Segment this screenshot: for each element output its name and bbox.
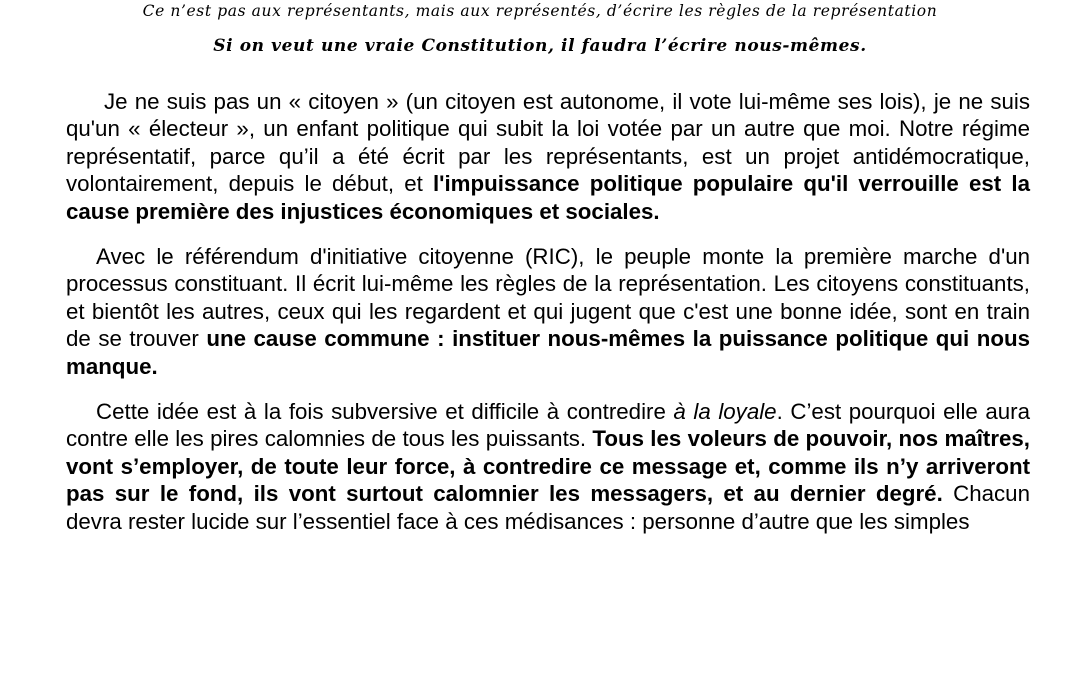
header-quote-line-2: Si on veut une vraie Constitution, il faudra l’écrire nous-mêmes. [213,36,867,56]
header-quote-line-1: Ce n’est pas aux représentants, mais aux représentés, d’écrire les règles de la représentation [142,2,938,20]
paragraph-3-text: Cette idée est à la fois subversive et difficile à contredire [96,399,674,425]
article-body [66,88,1030,553]
paragraph-1-bold: l'impuissance politique populaire qu'il verrouille est la cause première des injustices économiques et sociales. [66,171,1030,224]
paragraph-1-text: Je ne suis pas un « citoyen » (un citoyen est autonome, il vote lui-même ses lois), je ne suis qu'un « électeur », un enfant politique qui subit la loi votée par un autre que moi. Notre régime représentatif, parce qu’il a été écrit par les représentants, est un projet antidémocratique, volontairement, depuis le début, et [66,89,1030,197]
paragraph-3-text-2: . C’est pourquoi elle aura contre elle les pires calomnies de tous les puissants. [66,399,1030,452]
paragraph-2 [66,243,1030,380]
paragraph-3 [66,398,1030,535]
paragraph-3-italic: à la loyale [673,399,777,425]
paragraph-2-bold: une cause commune : instituer nous-mêmes la puissance politique qui nous manque. [66,326,1030,379]
paragraph-3-bold: Tous les voleurs de pouvoir, nos maîtres, vont s’employer, de toute leur force, à contredire ce message et, comme ils n’y arriveront pas sur le fond, ils vont surtout calomnier les messagers, et au dernier degré. [66,426,1030,507]
paragraph-2-text: Avec le référendum d'initiative citoyenne (RIC), le peuple monte la première marche d'un processus constituant. Il écrit lui-même les règles de la représentation. Les citoyens constituants, et bientôt les autres, ceux qui les regardent et qui jugent que c'est une bonne idée, sont en train de se trouver [66,244,1030,352]
paragraph-3-text-3: Chacun devra rester lucide sur l’essentiel face à ces médisances : personne d’autre que les simples [66,481,1030,534]
paragraph-1 [66,88,1030,225]
